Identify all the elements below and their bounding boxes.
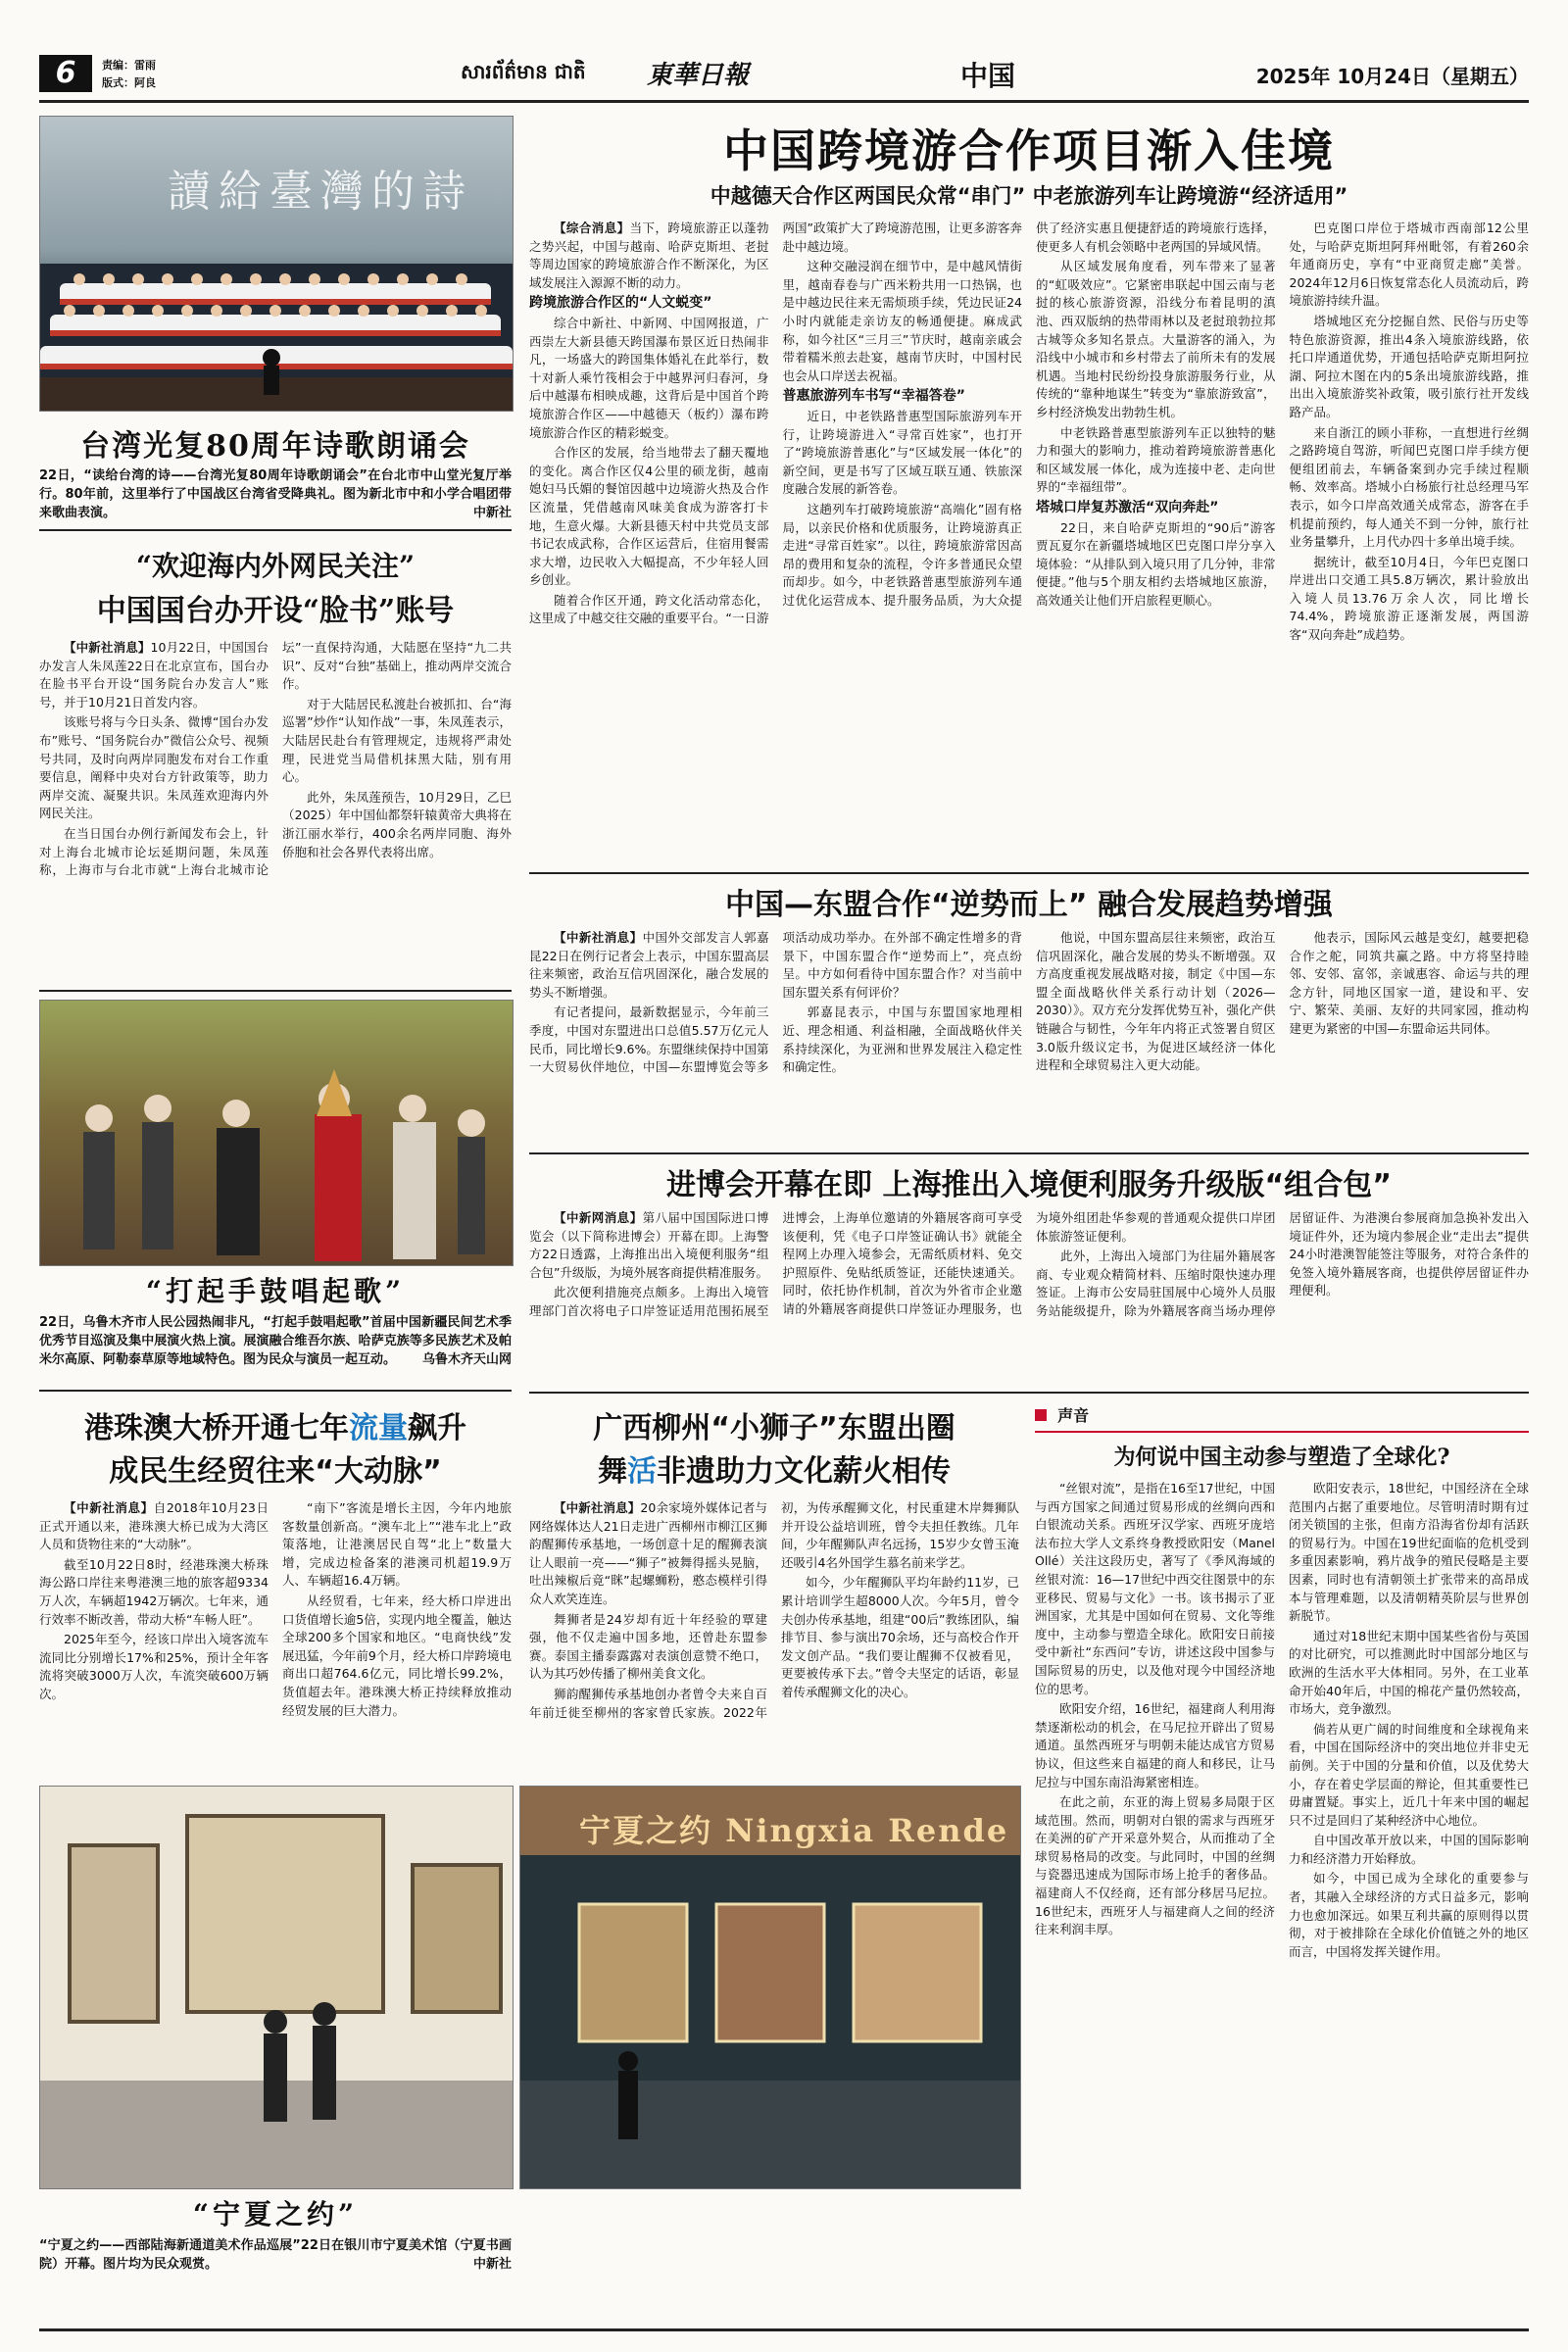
section-title: 跨境旅游合作区的“人文蜕变” xyxy=(529,295,712,312)
paragraph: 这种交融浸润在细节中，是中越风情街里，越南春卷与广西米粉共用一口热锅，也是中越边民往来无需烦琐手续，凭边民证24小时内就能走亲访友的畅通便捷。麻成武称，如今社区“三月三”节庆时，越南亲戚会带着糯米煎去赴宴，越南节庆时，中国村民也会从口岸送去祝福。 xyxy=(782,259,1022,383)
lion-tag: 【中新社消息】 xyxy=(554,1500,641,1515)
paragraph: 有记者提问，最新数据显示，今年前三季度，中国对东盟进出口总值5.57万亿元人民币，同比增长9.6%。东盟继续保持中国第一大贸易伙伴地位，中国—东盟博览会等多项活动成功举办。在外部不确定性增多的背景下，中国东盟合作“逆势而上”，亮点纷呈。中方如何看待中国东盟合作？对当前中国东盟关系有何评价？ xyxy=(529,930,1022,1075)
paragraph: 他表示，国际风云越是变幻，越要把稳合作之舵，同筑共赢之路。中方将坚持睦邻、安邻、富邻，亲诚惠容、命运与共的理念方针，同地区国家一道，建设和平、安宁、繁荣、美丽、友好的共同家园，推动构建更为紧密的中国—东盟命运共同体。 xyxy=(1289,930,1529,1036)
paragraph: “南下”客流是增长主因，今年内地旅客数量创新高。“澳车北上”“港车北上”政策落地，让港澳居民自驾“北上”数量大增，完成边检备案的港澳司机超19.9万人、车辆超16.4万辆。 xyxy=(282,1500,512,1589)
paragraph: 合作区的发展，给当地带去了翻天覆地的变化。离合作区仅4公里的硕龙街，越南媳妇马氏媚的餐馆因越中边境游火热及合作区流量，凭借越南风味美食成为游客打卡地，生意火爆。大新县德天村中共党员支部书记农成武称，合作区运营后，住宿用餐需求大增，边民收入大幅提高，不少年轻人回乡创业。 xyxy=(529,445,769,588)
asean-tag: 【中新社消息】 xyxy=(554,930,643,945)
bridge-headline-1b: 流量 xyxy=(349,1411,408,1446)
paragraph: 此外，朱凤莲预告，10月29日，乙巳（2025）年中国仙都祭轩辕黄帝大典将在浙江丽水举行，400余名两岸同胞、海外侨胞和社会各界代表将出席。 xyxy=(282,789,512,859)
photo-poetry-recital xyxy=(39,116,514,412)
photo1-credit: 中新社 xyxy=(472,506,512,520)
photo1-headline: 台湾光复80周年诗歌朗诵会 xyxy=(80,429,470,464)
photo3-caption-text: “宁夏之约——西部陆海新通道美术作品巡展”22日在银川市宁夏美术馆（宁夏书画院）开幕。图片均为民众观赏。 xyxy=(39,2238,512,2272)
photo2-caption-text: 22日，乌鲁木齐市人民公园热闹非凡，“打起手鼓唱起歌”首届中国新疆民间艺术季优秀节目巡演及集中展演火热上演。展演融合维吾尔族、哈萨克族等多民族艺术及帕米尔高原、阿勒泰草原等地域特色。图为民众与演员一起互动。 xyxy=(39,1315,512,1367)
folk-dance-image xyxy=(40,1001,513,1265)
bridge-headline-1a: 港珠澳大桥开通七年 xyxy=(84,1411,349,1446)
paragraph: 欧阳安介绍，16世纪，福建商人利用海禁逐渐松动的机会，在马尼拉开辟出了贸易通道。虽然西班牙与明朝未能达成官方贸易协议，但这些来自福建的商人和移民，让马尼拉与中国东南沿海紧密相连。 xyxy=(1035,1701,1275,1789)
paragraph: 狮韵醒狮传承基地创办者曾令夫来自百年前迁徙至柳州的客家曾氏家族。2022年初，为传承醒狮文化，村民重建木岸舞狮队并开设公益培训班，曾令夫担任教练。几年间，少年醒狮队声名远扬，15岁少女曾玉淹还吸引4名外国学生慕名前来学艺。 xyxy=(529,1500,1019,1720)
section-title: 普惠旅游列车书写“幸福答卷” xyxy=(782,388,965,405)
paragraph: 从区域发展角度看，列车带来了显著的“虹吸效应”。它紧密串联起中国云南与老挝的核心旅游资源，沿线分布着昆明的滇池、西双版纳的热带雨林以及老挝琅勃拉邦古城等众多知名景点。大量游客的涌入，为沿线中小城市和乡村带去了前所未有的发展机遇。当地村民纷纷投身旅游服务行业，从传统的“靠种地谋生”转变为“靠旅游致富”，乡村经济焕发出勃勃生机。 xyxy=(1036,259,1276,419)
exhibition-visitors-image xyxy=(40,1787,513,2188)
facebook-tag: 【中新社消息】 xyxy=(64,640,151,655)
lion-headline-2a: 舞 xyxy=(598,1454,627,1489)
section-name: 中国 xyxy=(960,60,1016,92)
paragraph: 对于大陆居民私渡赴台被抓扣、台“海巡署”炒作“认知作战”一事，朱凤莲表示，大陆居民赴台有管理规定，违规将严肃处理，民进党当局借机抹黑大陆，别有用心。 xyxy=(282,696,512,785)
paragraph: 在当日国台办例行新闻发布会上，针对上海台北城市论坛延期问题，朱凤莲称，上海市与台北市就“上海台北城市论坛”一直保持沟通，大陆愿在坚持“九二共识”、反对“台独”基础上，推动两岸交流合作。 xyxy=(39,640,512,878)
paragraph: 10月22日，中国国台办发言人朱凤莲22日在北京宣布，国台办在脸书平台开设“国务院台办发言人”账号，并于10月21日首发内容。 xyxy=(39,640,269,710)
bridge-headline-1c: 飙升 xyxy=(408,1411,466,1446)
paragraph: 来自浙江的顾小菲称，一直想进行丝绸之路跨境自驾游，听闻巴克图口岸手续方便便组团前去，车辆备案到办完手续过程顺畅、效率高。塔城小白杨旅行社总经理马军表示，如今口岸高效通关成常态，游客在手机提前预约，每人通关不到一分钟，旅行社业务量攀升，上月代办四十多单出境手续。 xyxy=(1289,424,1529,550)
bridge-article xyxy=(39,1499,512,1774)
photo-exhibition-right xyxy=(519,1786,1021,2189)
paragraph: 第八届中国国际进口博览会（以下简称进博会）开幕在即。上海警方22日透露，上海推出出入境便利服务“组合包”升级版，为境外展客商提供精准服务。 xyxy=(529,1210,769,1280)
paragraph: 他说，中国东盟高层往来频密，政治互信巩固深化，融合发展的势头不断增强。双方高度重视发展战略对接，制定《中国—东盟全面战略伙伴关系行动计划（2026—2030）》。双方充分发挥优势互补，强化产供链融合与韧性，今年年内将正式签署自贸区3.0版升级议定书，为促进区域经济一体化进程和全球贸易注入更大动能。 xyxy=(1036,930,1276,1073)
paragraph: 巴克图口岸位于塔城市西南部12公里处，与哈萨克斯坦阿拜州毗邻，有着260余年通商历史，享有“中亚商贸走廊”美誉。2024年12月6日恢复常态化人员流动后，跨境旅游持续升温。 xyxy=(1289,220,1529,309)
paper-name: 東華日報 xyxy=(647,61,750,90)
paragraph: 该账号将与今日头条、微博“国台办发布”账号、“国务院台办”微信公众号、视频号共同，及时向两岸同胞发布对台工作重要信息，阐释中央对台方针政策等，助力两岸交流、凝聚共识。朱凤莲欢迎海内外网民关注。 xyxy=(39,714,269,821)
paragraph: 塔城地区充分挖掘自然、民俗与历史等特色旅游资源，推出4条入境旅游线路，依托口岸通道优势，开通包括哈萨克斯坦阿拉湖、阿拉木图在内的5条出境旅游线路，推出出入境旅游奖补政策，吸引旅行社开发线路产品。 xyxy=(1289,313,1529,419)
lion-headline-1: 广西柳州“小狮子”东盟出圈 xyxy=(593,1411,956,1446)
lion-headline-2 xyxy=(529,1446,1019,1490)
photo2-headline: “打起手鼓唱起歌” xyxy=(145,1275,406,1307)
divider xyxy=(39,1390,512,1392)
photo3-credit: 中新社 xyxy=(472,2257,512,2272)
asean-headline: 中国—东盟合作“逆势而上” 融合发展趋势增强 xyxy=(725,888,1333,922)
opinion-label-text: 声音 xyxy=(1057,1406,1090,1425)
paragraph: 当下，跨境旅游正以蓬勃之势兴起，中国与越南、哈萨克斯坦、老挝等周边国家的跨境旅游合作不断深化，为区域发展注入源源不断的动力。 xyxy=(529,220,769,290)
issue-date: 2025年 10月24日（星期五） xyxy=(1255,65,1529,88)
paragraph: 综合中新社、中新网、中国网报道，广西崇左大新县德天跨国瀑布景区近日热闹非凡，一场盛大的跨国集体婚礼在此举行，数十对新人乘竹筏相会于中越界河归春河，身后中越瀑布相映成趣，这背后是中国首个跨境旅游合作区——中越德天（板约）瀑布跨境旅游合作区的精彩蜕变。 xyxy=(529,315,769,440)
facebook-article xyxy=(39,639,512,982)
masthead-rule xyxy=(39,100,1529,103)
expo-article xyxy=(529,1209,1529,1386)
paragraph: 这趟列车打破跨境旅游“高端化”固有格局，以亲民价格和优质服务，让跨境游真正走进“寻常百姓家”。以往，跨境旅游常因高昂的费用和复杂的流程，令许多普通民众望而却步。如今，中老铁路普惠型旅游列车通过优化运营成本、提升服务品质，为大众提供了经济实惠且便捷舒适的跨境旅行选择，使更多人有机会领略中老两国的异域风情。 xyxy=(782,220,1276,608)
photo3-caption xyxy=(39,2236,512,2274)
paragraph: 如今，中国已成为全球化的重要参与者，其融入全球经济的方式日益多元，影响力也愈加深远。如果互利共赢的原则得以贯彻，对于被排除在全球化价值链之外的地区而言，中国将发挥关键作用。 xyxy=(1289,1871,1529,1959)
paragraph: 此次便利措施亮点颇多。上海出入境管理部门首次将电子口岸签证适用范围拓展至进博会，上海单位邀请的外籍展客商可享受该便利，凭《电子口岸签证确认书》就能全程网上办理入境参会，无需纸质材料、免交护照原件、免贴纸质签证，还能快速通关。同时，依托协作机制，首次为外省市企业邀请的外籍展客商提供口岸签证办理服务，也为境外组团赴华参观的普通观众提供口岸团体旅游签证便利。 xyxy=(529,1210,1276,1318)
stage-banner-text: 讀給臺灣的詩 xyxy=(168,167,473,217)
tourism-tag: 【综合消息】 xyxy=(554,220,630,235)
paragraph: 截至10月22日8时，经港珠澳大桥珠海公路口岸往来粤港澳三地的旅客超9334万人次，车辆超1942万辆次。七年来，通行效率不断改善，带动大桥“车畅人旺”。 xyxy=(39,1556,269,1627)
tourism-article xyxy=(529,220,1529,866)
lion-article xyxy=(529,1499,1019,1774)
paragraph: 22日，来自哈萨克斯坦的“90后”游客贾瓦夏尔在新疆塔城地区巴克图口岸分享入境体验：“从排队到入境只用了几分钟，非常便捷。”他与5个朋友相约去塔城地区旅游，高效通关让他们开启旅程更顺心。 xyxy=(1036,519,1276,608)
khmer-name: សារព័ត៌មាន ជាតិ xyxy=(461,60,586,83)
divider xyxy=(39,990,512,992)
photo-folk-art xyxy=(39,1000,514,1266)
paragraph: 从经贸看，七年来，经大桥口岸进出口货值增长逾5倍，实现内地全覆盖，触达全球200多个国家和地区。“电商快线”发展迅猛，今年前9个月，经大桥口岸跨境电商出口超764.6亿元，同比增长99.2%，货值超去年。港珠澳大桥正持续释放推动经贸发展的巨大潜力。 xyxy=(282,1592,512,1718)
paragraph: “丝银对流”，是指在16至17世纪，中国与西方国家之间通过贸易形成的丝绸向西和白银流动关系。西班牙汉学家、西班牙庞培法布拉大学人文系终身教授欧阳安（Manel Ollé）关注这段历史，著写了《季风海域的丝银对流：16—17世纪中西交往图景中的东亚移民、贸易与文化》一书。该书揭示了亚洲国家，尤其是中国如何在贸易、文化等维度中，主动参与塑造全球化。欧阳安日前接受中新社“东西问”专访，讲述这段中国参与国际贸易的历史，以及他对现今中国经济地位的思考。 xyxy=(1035,1481,1275,1696)
paragraph: 此外，上海出入境部门为往届外籍展客商、专业观众精简材料、压缩时限快速办理签证。上海市公安局驻国展中心境外人员服务站能级提升，除为外籍展客商当场办理停居留证件、为港澳台参展商加急换补发出入境证件外，还为境内参展企业“走出去”提供24小时港澳智能签注等服务，对符合条件的免签入境外籍展客商，也提供停居留证件办理便利。 xyxy=(1036,1210,1529,1318)
tourism-headline: 中国跨境游合作项目渐入佳境 xyxy=(723,124,1335,177)
bridge-tag: 【中新社消息】 xyxy=(64,1500,154,1515)
paragraph: 2025年至今，经该口岸出入境客流车流同比分别增长17%和25%，预计全年客流将突破3000万人次，车流突破600万辆次。 xyxy=(39,1632,269,1701)
lion-headline-2b: 活 xyxy=(627,1454,657,1489)
photo1-caption xyxy=(39,466,512,522)
divider xyxy=(529,1152,1529,1154)
photo3-headline: “宁夏之约” xyxy=(192,2198,359,2230)
opinion-article xyxy=(1035,1480,1529,2313)
paragraph: 通过对18世纪末期中国某些省份与英国的对比研究，可以推测此时中国部分地区与欧洲的生活水平大体相同。另外，在工业革命开始40年后，中国的棉花产量仍然较高，市场大，竞争激烈。 xyxy=(1289,1628,1529,1717)
facebook-headline-2: 中国国台办开设“脸书”账号 xyxy=(96,594,455,628)
bridge-headline-2: 成民生经贸往来“大动脉” xyxy=(109,1454,442,1489)
section-title: 塔城口岸复苏激活“双向奔赴” xyxy=(1036,499,1219,515)
paragraph: 中国外交部发言人郭嘉昆22日在例行记者会上表示，中国东盟高层往来频密，政治互信巩固深化，融合发展的势头不断增强。 xyxy=(529,930,769,1000)
expo-tag: 【中新网消息】 xyxy=(554,1210,643,1225)
paragraph: 近日，中老铁路普惠型国际旅游列车开行，让跨境游进入“寻常百姓家”，也打开了“跨境旅游普惠化”与“区域发展一体化”的新空间，更是书写了区域互联互通、铁旅深度融合发展的新答卷。 xyxy=(782,408,1022,497)
paragraph: 舞狮者是24岁却有近十年经验的覃建强，他不仅走遍中国多地，还曾赴东盟参赛。泰国主播泰露露对表演创意赞不绝口，认为其巧妙传播了柳州美食文化。 xyxy=(529,1611,767,1682)
editor-label: 责编：雷雨 xyxy=(102,59,156,72)
tourism-subheadline: 中越德天合作区两国民众常“串门” 中老旅游列车让跨境游“经济适用” xyxy=(710,184,1348,208)
divider xyxy=(529,1392,1529,1394)
masthead xyxy=(39,55,1529,98)
opinion-headline: 为何说中国主动参与塑造了全球化? xyxy=(1113,1445,1450,1470)
paragraph: 自中国改革开放以来，中国的国际影响力和经济潜力开始释放。 xyxy=(1289,1833,1529,1866)
paragraph: 随着合作区开通，跨文化活动常态化，这里成了中越交往交融的重要平台。“一日游两国”政策扩大了跨境游范围，让更多游客奔赴中越边境。 xyxy=(529,220,1022,626)
paragraph: 欧阳安表示，18世纪，中国经济在全球范围内占据了重要地位。尽管明清时期有过闭关锁国的主张，但南方沿海省份却有活跃的贸易行为。中国在19世纪面临的危机受到多重因素影响，鸦片战争的殖民侵略是主要因素，同时也有清朝领土扩张带来的高昂成本与管理难题，以及清朝精英阶层与世界创新脱节。 xyxy=(1289,1481,1529,1624)
red-square-icon xyxy=(1035,1409,1047,1421)
page-number: 6 xyxy=(39,55,92,92)
expo-headline: 进博会开幕在即 上海推出入境便利服务升级版“组合包” xyxy=(666,1168,1392,1202)
exhibition-wall-text: 宁夏之约 Ningxia Rende xyxy=(579,1812,1009,1849)
paragraph: 倘若从更广阔的时间维度和全球视角来看，中国在国际经济中的突出地位并非史无前例。关于中国的分量和价值，以及优势大小，存在着史学层面的辩论，但其重要性已毋庸置疑。事实上，近几十年来中国的崛起只不过是回归了某种经济中心地位。 xyxy=(1289,1721,1529,1828)
opinion-section-label xyxy=(1035,1403,1529,1433)
divider xyxy=(529,872,1529,874)
divider xyxy=(39,529,512,531)
paragraph: 据统计，截至10月4日，今年巴克图口岸进出口交通工具5.8万辆次，累计验放出入境人员13.76万余人次，同比增长74.4%，跨境旅游正逐渐发展，两国游客“双向奔赴”成趋势。 xyxy=(1289,554,1529,643)
photo2-caption xyxy=(39,1313,512,1369)
paragraph: 中老铁路普惠型旅游列车正以独特的魅力和强大的影响力，推动着跨境旅游普惠化和区域发展一体化，成为连接中老、走向世界的“幸福纽带”。 xyxy=(1036,424,1276,495)
facebook-headline-1: “欢迎海内外网民关注” xyxy=(135,550,416,582)
layout-label: 版式：阿良 xyxy=(102,76,156,89)
paragraph: 自2018年10月23日正式开通以来，港珠澳大桥已成为大湾区人员和货物往来的“大动脉”。 xyxy=(39,1500,269,1552)
photo2-credit: 乌鲁木齐天山网 xyxy=(421,1352,512,1367)
choir-image xyxy=(40,264,513,411)
paragraph: 在此之前，东亚的海上贸易多局限于区域范围。然而，明朝对白银的需求与西班牙在美洲的矿产开采意外契合，从而推动了全球贸易格局的改变。与此同时，中国的丝绸与瓷器迅速成为国际市场上抢手的奢侈品。福建商人不仅经商，还有部分移居马尼拉。16世纪末，西班牙人与福建商人之间的经济往来利润丰厚。 xyxy=(1035,1794,1275,1937)
bridge-headline-1 xyxy=(39,1403,512,1446)
lion-headline-2c: 非遗助力文化薪火相传 xyxy=(657,1454,951,1489)
paragraph: 20余家境外媒体记者与网络媒体达人21日走进广西柳州市柳江区狮韵醒狮传承基地，一场创意十足的醒狮表演让人眼前一亮——“狮子”被舞得摇头晃脑，吐出辣椒后竟“眯”起螺蛳粉，憨态模样引得众人欢笑连连。 xyxy=(529,1500,767,1606)
footer-rule xyxy=(39,2328,1529,2331)
photo-exhibition-left xyxy=(39,1786,514,2189)
paragraph: 郭嘉昆表示，中国与东盟国家地理相近、理念相通、利益相融，全面战略伙伴关系持续深化，为亚洲和世界发展注入稳定性和确定性。 xyxy=(782,1004,1022,1075)
paragraph: 如今，少年醒狮队平均年龄约11岁，已累计培训学生超8000人次。今年5月，曾令夫创办传承基地，组建“00后”教练团队，编排节目、参与演出70余场，还与高校合作开发文创产品。“我们要让醒狮不仅被看见，更要被传承下去。”曾令夫坚定的话语，彰显着传承醒狮文化的决心。 xyxy=(781,1575,1019,1699)
photo1-caption-text: 22日，“读给台湾的诗——台湾光复80周年诗歌朗诵会”在台北市中山堂光复厅举行。80年前，这里举行了中国战区台湾省受降典礼。图为新北市中和小学合唱团带来歌曲表演。 xyxy=(39,468,512,520)
asean-article xyxy=(529,929,1529,1145)
